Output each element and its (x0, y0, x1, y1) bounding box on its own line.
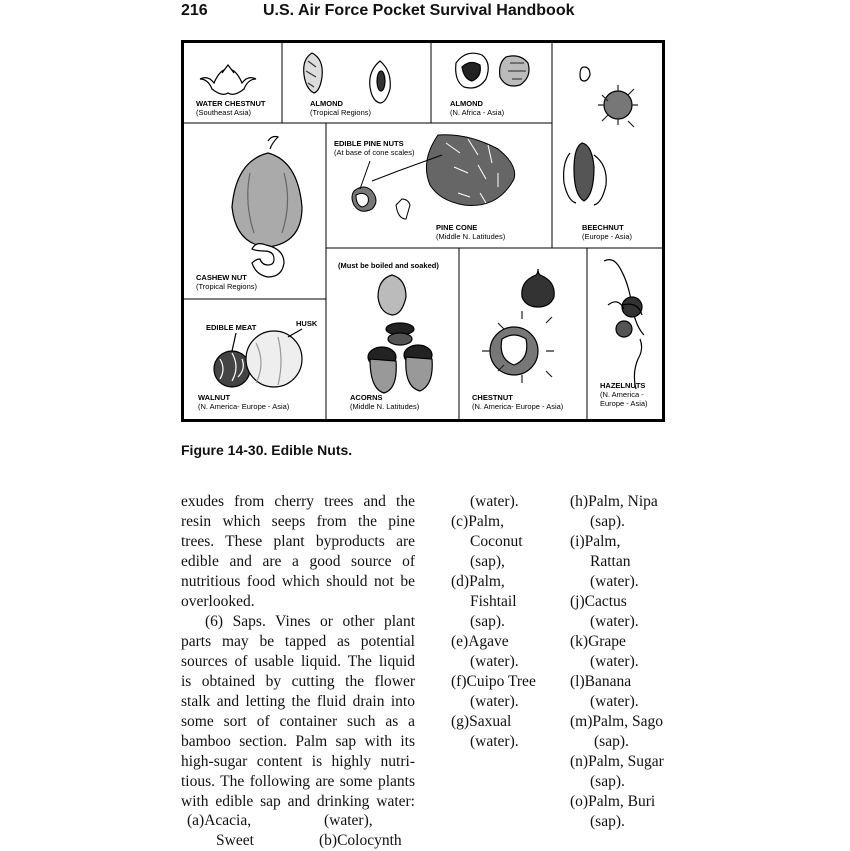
list-item: Coconut (470, 533, 523, 550)
list-item: (water). (470, 693, 519, 710)
list-item: (water). (470, 733, 519, 750)
list-item: (sap). (590, 513, 625, 530)
list-item: (water). (590, 613, 639, 630)
almond-tropical-drawing (304, 53, 391, 103)
text-line: with edible sap and drinking water: (181, 793, 415, 810)
label-almond-asia: ALMOND (N. Africa - Asia) (450, 99, 505, 117)
list-item: Sweet (216, 832, 254, 849)
list-item: (water). (590, 573, 639, 590)
list-item: (e)Agave (451, 633, 509, 650)
text-line: overlooked. (181, 593, 255, 610)
label-water-chestnut: WATER CHESTNUT (Southeast Asia) (196, 99, 266, 117)
label-husk: HUSK (296, 319, 318, 328)
edible-nuts-figure (181, 40, 665, 422)
list-item: (m)Palm, Sago (570, 713, 663, 730)
list-item: (d)Palm, (451, 573, 505, 590)
sap-list-start (187, 811, 427, 851)
almond-asia-drawing (456, 53, 529, 88)
text-line: bamboo section. Palm sap with its (181, 733, 415, 750)
page-header (181, 2, 701, 24)
list-item: (k)Grape (570, 633, 626, 650)
list-item: (f)Cuipo Tree (451, 673, 536, 690)
cashew-drawing (232, 137, 302, 278)
list-item: (o)Palm, Buri (570, 793, 656, 810)
label-pine-cone: PINE CONE (Middle N. Latitudes) (436, 223, 506, 241)
acorns-drawing (368, 275, 432, 393)
list-item: (water). (470, 653, 519, 670)
text-line: (6) Saps. Vines or other plant (205, 613, 415, 630)
water-chestnut-drawing (200, 65, 256, 94)
body-column-1 (181, 492, 415, 812)
list-item: (l)Banana (570, 673, 632, 690)
label-cashew: CASHEW NUT (Tropical Regions) (196, 273, 257, 291)
label-edible-pine-nuts: EDIBLE PINE NUTS (At base of cone scales) (334, 139, 415, 157)
text-line: high-sugar content is highly nutri- (181, 753, 415, 770)
text-line: sources of usable liquid. The liquid (181, 653, 415, 670)
label-acorn-note: (Must be boiled and soaked) (338, 261, 439, 270)
list-item: (water), (324, 812, 373, 829)
text-line: tious. The following are some plants (181, 773, 415, 790)
label-hazelnuts: HAZELNUTS (N. America - Europe - Asia) (600, 381, 648, 408)
text-line: nutritious food which should not be (181, 573, 415, 590)
figure-caption: Figure 14-30. Edible Nuts. (181, 442, 353, 458)
text-line: parts may be tapped as potential (181, 633, 415, 650)
list-item: (j)Cactus (570, 593, 627, 610)
hazelnuts-drawing (604, 260, 644, 389)
text-line: edible and are a good source of (181, 553, 415, 570)
body-column-3 (570, 492, 680, 832)
chestnut-drawing (482, 269, 554, 383)
walnut-drawing (214, 329, 302, 387)
text-line: trees. These plant byproducts are (181, 533, 415, 550)
list-item: (water). (590, 653, 639, 670)
list-item: (g)Saxual (451, 713, 512, 730)
body-column-2 (451, 492, 561, 752)
list-item: (c)Palm, (451, 513, 504, 530)
text-line: resin which seeps from the pine (181, 513, 415, 530)
text-line: stalk and letting the fluid drain into (181, 693, 415, 710)
label-beechnut: BEECHNUT (Europe - Asia) (582, 223, 633, 241)
list-item: (sap). (470, 613, 505, 630)
label-chestnut: CHESTNUT (N. America- Europe - Asia) (472, 393, 564, 411)
list-row (187, 831, 427, 851)
list-item: (i)Palm, (570, 533, 621, 550)
list-item: (h)Palm, Nipa (570, 493, 658, 510)
page-number: 216 (181, 2, 208, 19)
list-item: (sap). (594, 733, 629, 750)
list-item: (n)Palm, Sugar (570, 753, 664, 770)
list-item: Fishtail (470, 593, 517, 610)
list-item: (b)Colocynth (319, 832, 402, 849)
list-item: (sap). (590, 813, 625, 830)
text-line: exudes from cherry trees and the (181, 493, 415, 510)
text-line: some sort of container such as a (181, 713, 415, 730)
list-item: (sap), (470, 553, 505, 570)
label-almond-tropical: ALMOND (Tropical Regions) (310, 99, 371, 117)
list-item: (a)Acacia, (187, 812, 252, 829)
label-walnut: WALNUT (N. America- Europe - Asia) (198, 393, 290, 411)
book-title: U.S. Air Force Pocket Survival Handbook (263, 2, 575, 19)
list-item: (water). (590, 693, 639, 710)
text-line: is obtained by cutting the flower (181, 673, 415, 690)
list-row (187, 811, 427, 831)
label-edible-meat: EDIBLE MEAT (206, 323, 257, 332)
label-acorns: ACORNS (Middle N. Latitudes) (350, 393, 420, 411)
list-item: (sap). (590, 773, 625, 790)
list-item: Rattan (590, 553, 631, 570)
list-item: (water). (470, 493, 519, 510)
beechnut-drawing (564, 67, 638, 205)
